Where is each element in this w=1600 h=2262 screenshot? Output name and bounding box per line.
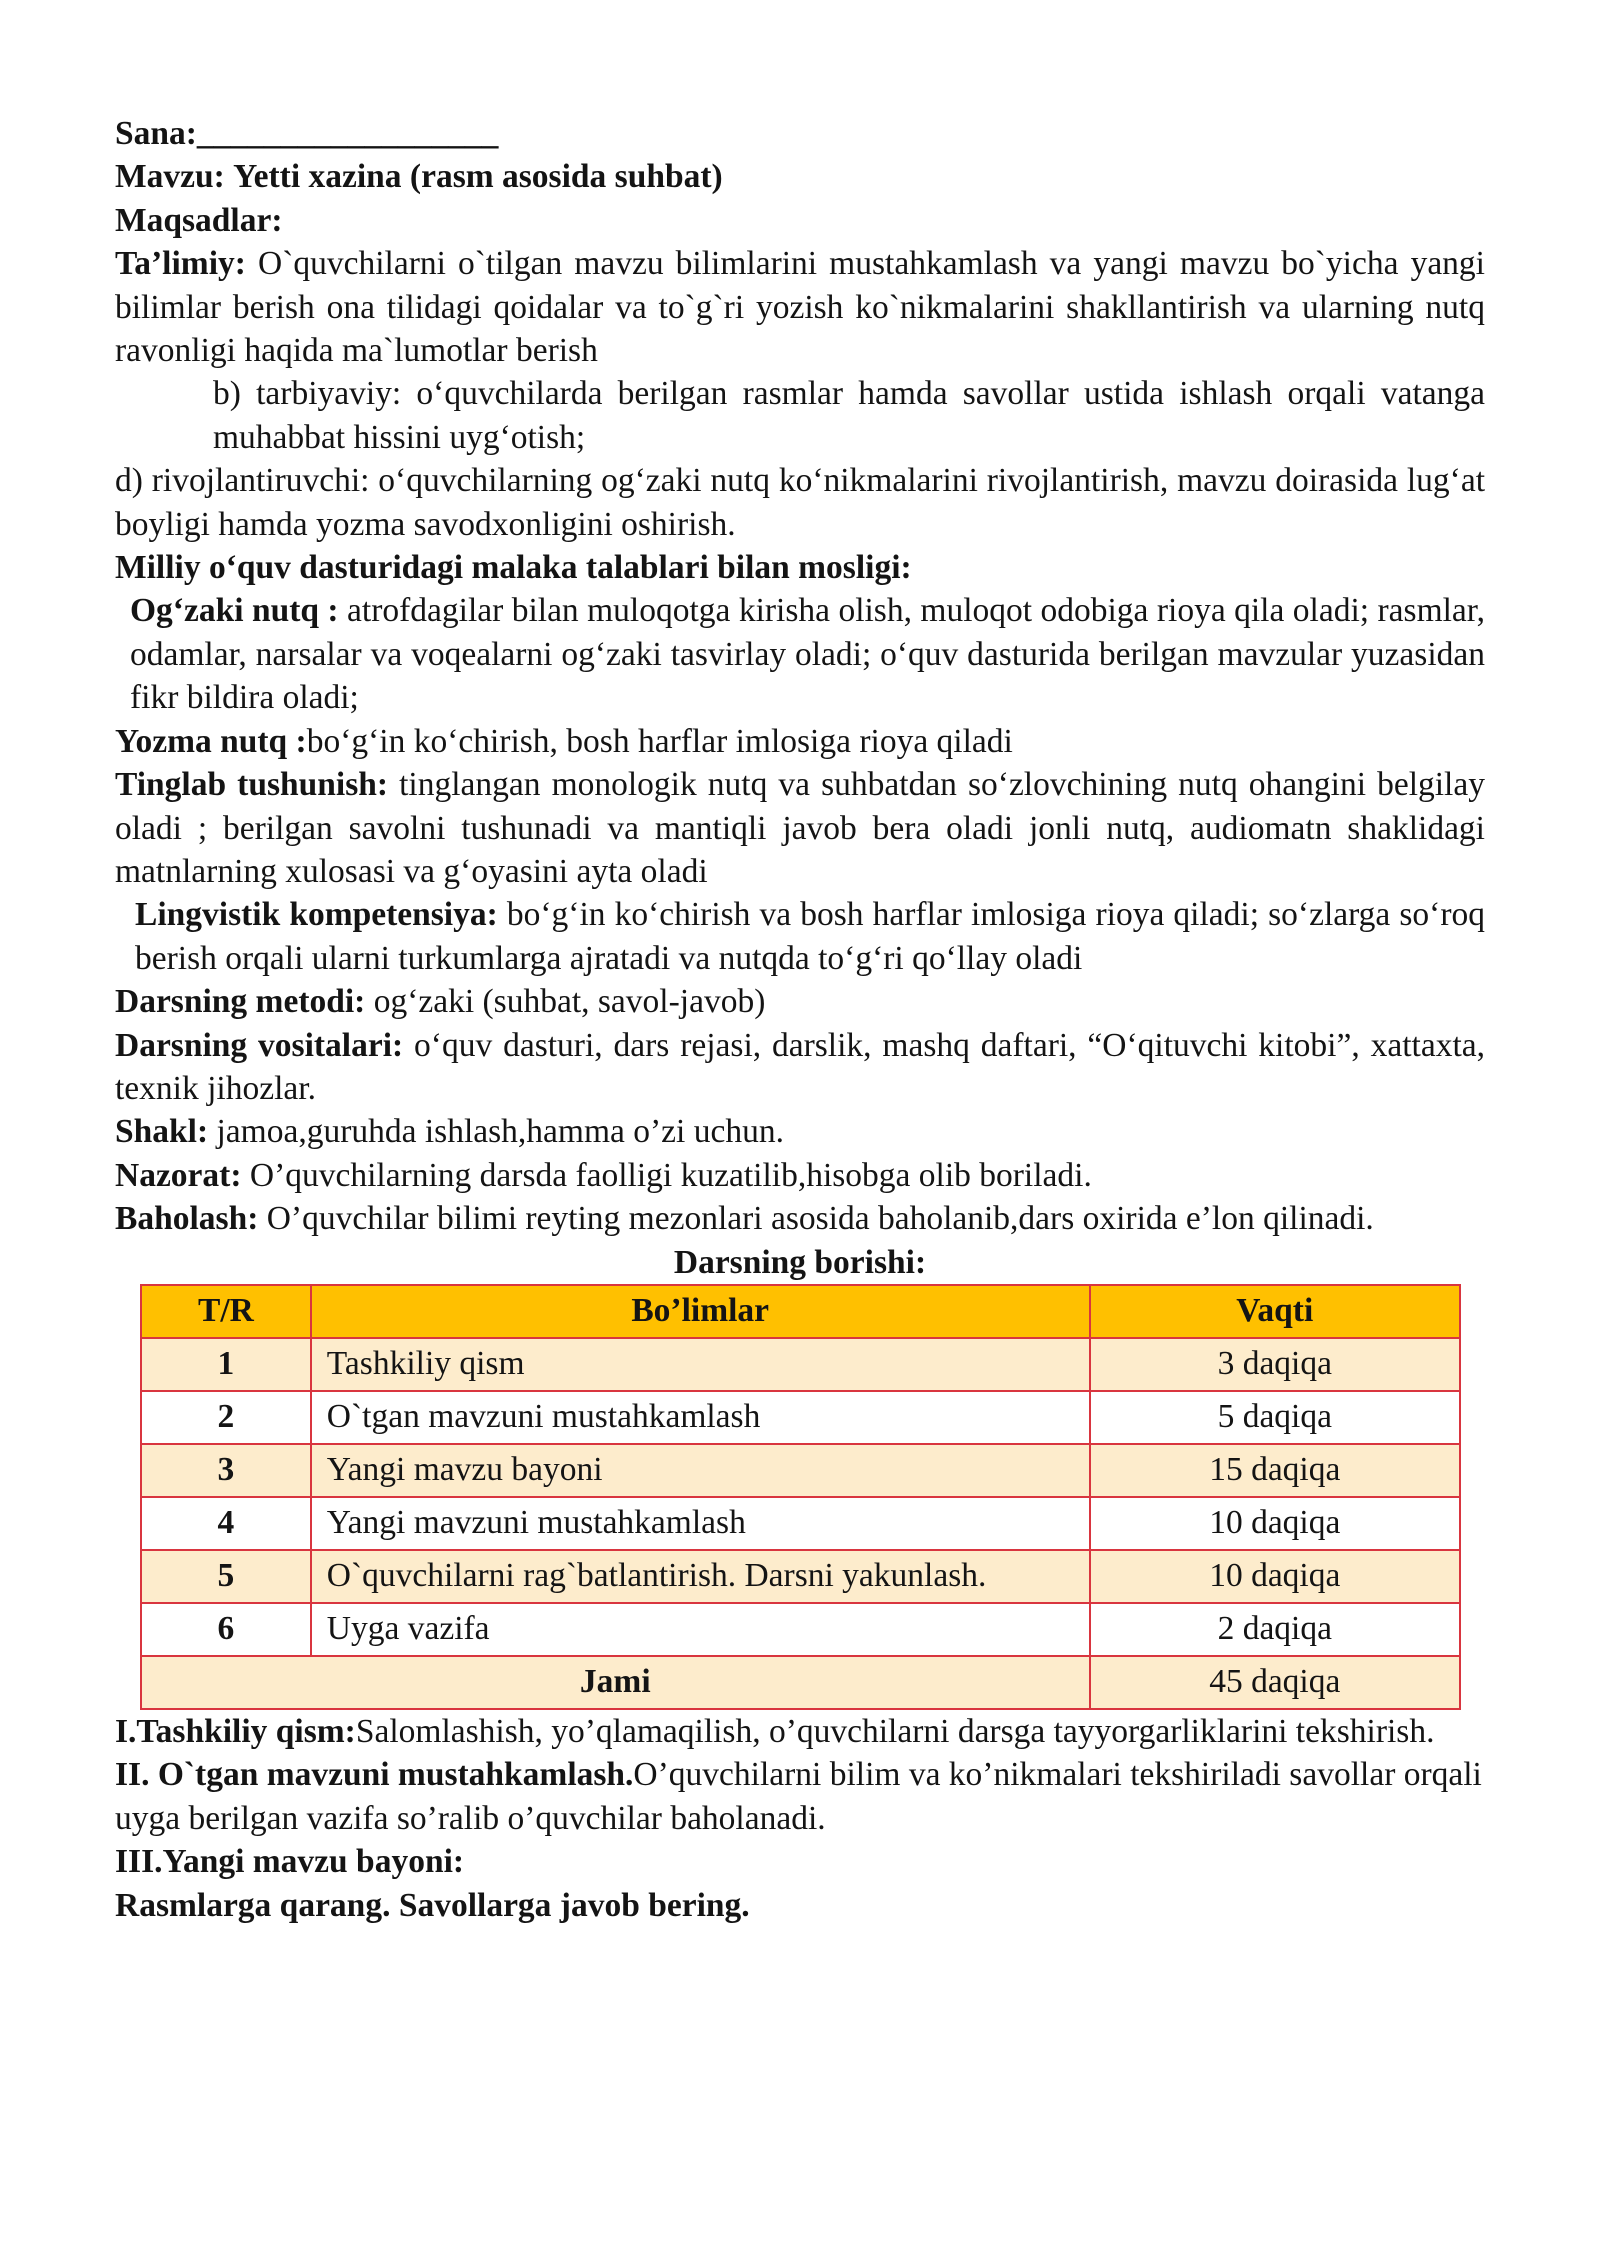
table-total-row — [141, 1656, 1460, 1709]
instruction — [115, 1884, 1485, 1927]
lesson-assessment-text: O’quvchilar bilimi reyting mezonlari asosida baholanib,dars oxirida e’lon qilinadi. — [258, 1200, 1374, 1238]
lesson-form-label: Shakl: — [115, 1113, 209, 1151]
row-section: Uyga vazifa — [311, 1603, 1090, 1656]
stage-organizational-text: Salomlashish, yo’qlamaqilish, o’quvchilarni darsga tayyorgarliklarini tekshirish. — [355, 1712, 1435, 1750]
table-header-number: T/R — [141, 1285, 311, 1338]
lesson-control-text: O’quvchilarning darsda faolligi kuzatilib,hisobga olib boriladi. — [241, 1156, 1092, 1194]
competency-linguistic-label: Lingvistik kompetensiya: — [135, 896, 498, 934]
competency-linguistic — [115, 893, 1485, 980]
row-section: Yangi mavzuni mustahkamlash — [311, 1497, 1090, 1550]
goal-educational — [115, 242, 1485, 372]
stage-review-label: II. O`tgan mavzuni mustahkamlash. — [115, 1756, 634, 1794]
lesson-form-text: jamoa,guruhda ishlash,hamma o’zi uchun. — [208, 1113, 784, 1151]
competency-written-text: bo‘g‘in ko‘chirish, bosh harflar imlosiga rioya qiladi — [306, 722, 1013, 760]
row-time: 15 daqiqa — [1090, 1444, 1460, 1497]
row-section: O`tgan mavzuni mustahkamlash — [311, 1391, 1090, 1444]
row-time: 3 daqiqa — [1090, 1338, 1460, 1391]
lesson-tools-label: Darsning vositalari: — [115, 1026, 404, 1064]
row-number: 1 — [141, 1338, 311, 1391]
table-header-time: Vaqti — [1090, 1285, 1460, 1338]
competency-oral-text: atrofdagilar bilan muloqotga kirisha olish, muloqot odobiga rioya qila oladi; rasmlar, odamlar, narsalar va voqealarni og‘zaki tasvirlay oladi; o‘quv dasturida berilgan mavzular yuzasidan fikr bildira oladi; — [130, 592, 1485, 717]
topic-line — [115, 155, 1485, 198]
lesson-plan-table — [140, 1284, 1461, 1710]
goal-developmental: d) rivojlantiruvchi: o‘quvchilarning og‘zaki nutq ko‘nikmalarini rivojlantirish, mavzu doirasida lug‘at boyligi hamda yozma savodxonligini oshirish. — [115, 462, 1485, 543]
goals-title — [115, 199, 1485, 242]
row-number: 3 — [141, 1444, 311, 1497]
competency-linguistic-text: bo‘g‘in ko‘chirish va bosh harflar imlosiga rioya qiladi; so‘zlarga so‘roq berish orqali ularni turkumlarga ajratadi va nutqda to‘g‘ri qo‘llay oladi — [135, 896, 1485, 977]
stage-new-topic-label: III.Yangi mavzu bayoni: — [115, 1843, 465, 1881]
topic-label: Mavzu: — [115, 158, 225, 196]
competency-oral-label: Og‘zaki nutq : — [130, 592, 339, 630]
competency-listening — [115, 763, 1485, 893]
stage-organizational — [115, 1710, 1485, 1753]
table-row — [141, 1444, 1460, 1497]
table-header-row — [141, 1285, 1460, 1338]
stage-review-text: O’quvchilarni bilim va ko’nikmalari tekshiriladi savollar orqali uyga berilgan vazifa so’ralib o’quvchilar baholanadi. — [115, 1756, 1482, 1837]
competency-oral — [115, 589, 1485, 719]
row-number: 6 — [141, 1603, 311, 1656]
lesson-control-label: Nazorat: — [115, 1156, 242, 1194]
row-number: 4 — [141, 1497, 311, 1550]
table-row — [141, 1497, 1460, 1550]
table-header-section: Bo’limlar — [311, 1285, 1090, 1338]
lesson-tools-text: o‘quv dasturi, dars rejasi, darslik, mashq daftari, “O‘qituvchi kitobi”, xattaxta, texnik jihozlar. — [115, 1026, 1485, 1107]
row-number: 2 — [141, 1391, 311, 1444]
goals-title-text: Maqsadlar: — [115, 201, 283, 239]
lesson-method — [115, 980, 1485, 1023]
instruction-text: Rasmlarga qarang. Savollarga javob bering. — [115, 1886, 750, 1924]
row-number: 5 — [141, 1550, 311, 1603]
goal-educational-text: O`quvchilarni o`tilgan mavzu bilimlarini mustahkamlash va yangi mavzu bo`yicha yangi bilimlar berish ona tilidagi qoidalar va to`g`ri yozish ko`nikmalarini shakllantirish va ularning nutq ravonligi haqida ma`lumotlar berish — [115, 245, 1485, 370]
row-time: 10 daqiqa — [1090, 1497, 1460, 1550]
row-time: 10 daqiqa — [1090, 1550, 1460, 1603]
lesson-control — [115, 1154, 1485, 1197]
total-label: Jami — [141, 1656, 1090, 1709]
date-blank: __________________ — [196, 115, 499, 152]
lesson-method-label: Darsning metodi: — [115, 983, 366, 1021]
lesson-method-text: og‘zaki (suhbat, savol-javob) — [365, 983, 766, 1021]
stage-review — [115, 1753, 1485, 1840]
row-time: 5 daqiqa — [1090, 1391, 1460, 1444]
table-row — [141, 1603, 1460, 1656]
competency-written — [115, 720, 1485, 763]
table-row — [141, 1550, 1460, 1603]
date-line — [115, 112, 1485, 155]
lesson-plan-page — [115, 112, 1485, 1927]
row-section: Yangi mavzu bayoni — [311, 1444, 1090, 1497]
row-time: 2 daqiqa — [1090, 1603, 1460, 1656]
table-row — [141, 1338, 1460, 1391]
competencies-title-text: Milliy o‘quv dasturidagi malaka talablari bilan mosligi: — [115, 549, 912, 587]
stage-new-topic — [115, 1840, 1485, 1883]
row-section: Tashkiliy qism — [311, 1338, 1090, 1391]
stage-organizational-label: I.Tashkiliy qism: — [115, 1712, 356, 1750]
goal-upbringing: b) tarbiyaviy: o‘quvchilarda berilgan rasmlar hamda savollar ustida ishlash orqali vatanga muhabbat hissini uyg‘otish; — [213, 375, 1485, 456]
competency-listening-text: tinglangan monologik nutq va suhbatdan so‘zlovchining nutq ohangini belgilay oladi ; berilgan savolni tushunadi va mantiqli javob bera oladi jonli nutq, audiomatn shaklidagi matnlarning xulosasi va g‘oyasini ayta oladi — [115, 766, 1485, 890]
topic-title: Yetti xazina (rasm asosida suhbat) — [233, 158, 723, 196]
lesson-assessment — [115, 1197, 1485, 1240]
lesson-form — [115, 1110, 1485, 1153]
lesson-assessment-label: Baholash: — [115, 1200, 259, 1238]
row-section: O`quvchilarni rag`batlantirish. Darsni yakunlash. — [311, 1550, 1090, 1603]
goal-educational-label: Ta’limiy: — [115, 245, 246, 283]
competency-listening-label: Tinglab tushunish: — [115, 766, 389, 804]
lesson-tools — [115, 1024, 1485, 1111]
competencies-title — [115, 546, 1485, 589]
competency-written-label: Yozma nutq : — [115, 722, 307, 760]
plan-table-caption: Darsning borishi: — [673, 1243, 927, 1281]
total-time: 45 daqiqa — [1090, 1656, 1460, 1709]
table-row — [141, 1391, 1460, 1444]
date-label: Sana: — [115, 115, 197, 152]
